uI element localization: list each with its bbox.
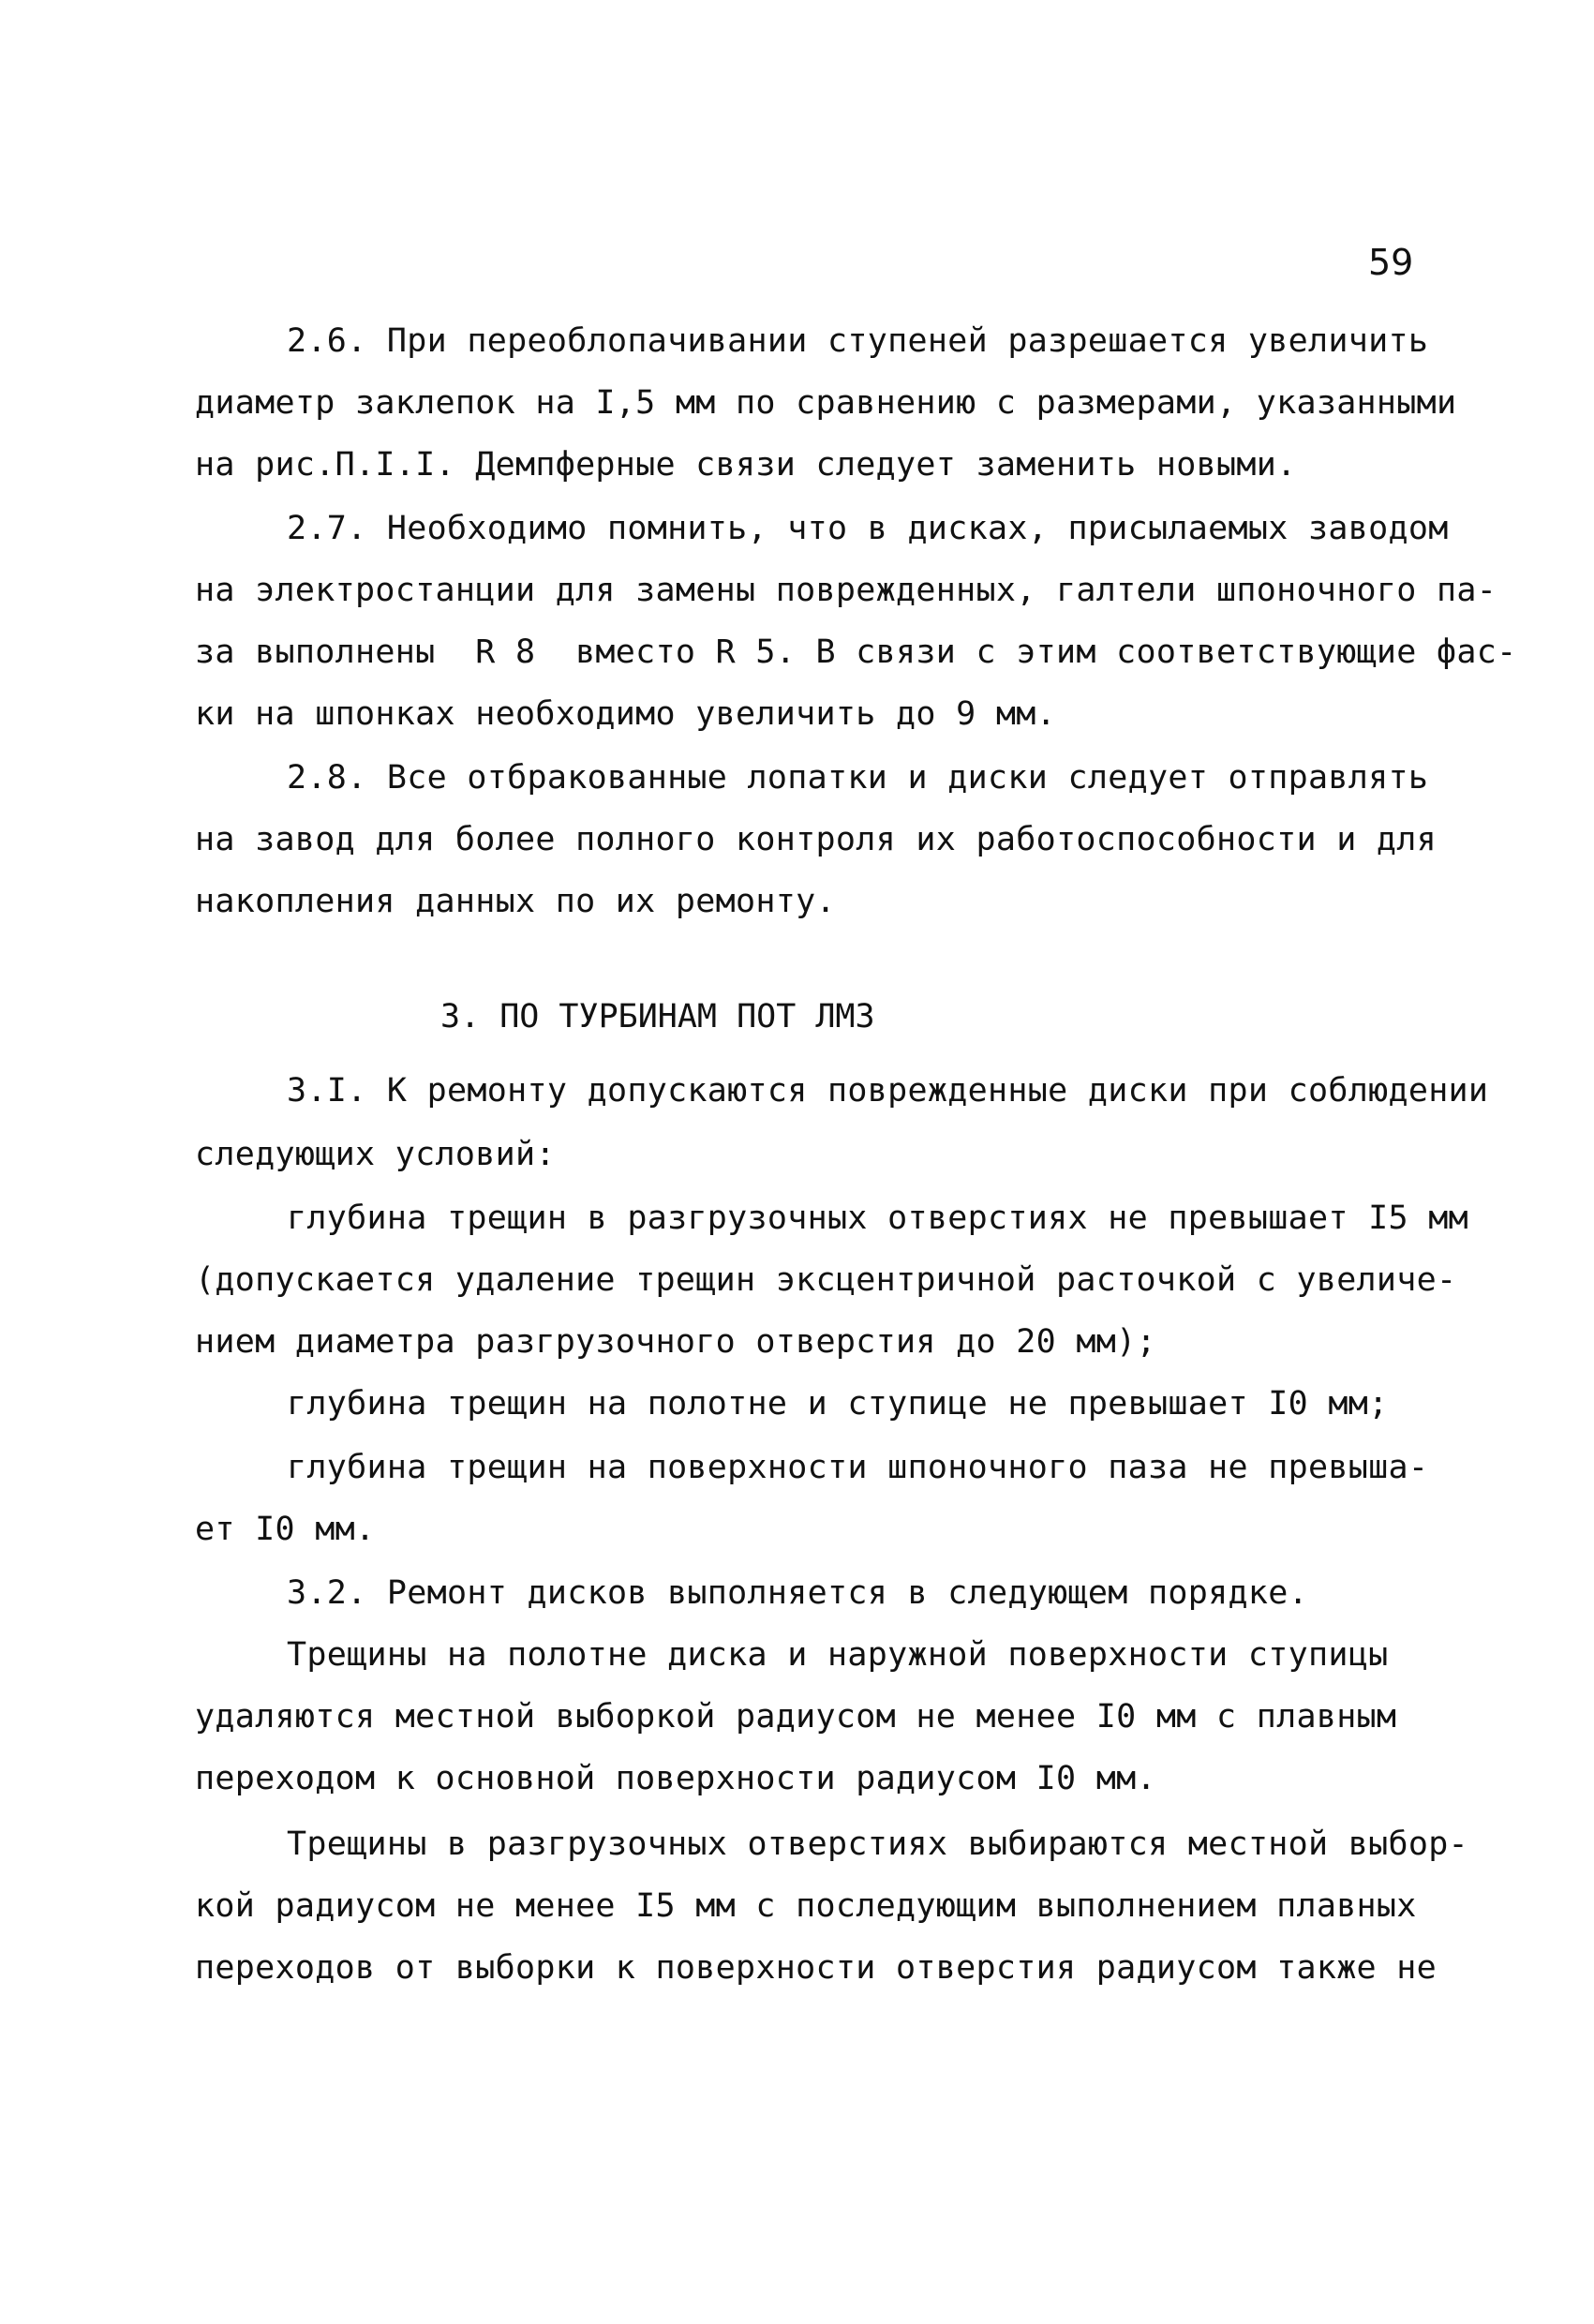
paragraph-3-1-line-2: следующих условий:: [195, 1136, 556, 1173]
section-3-heading: 3. ПО ТУРБИНАМ ПОТ ЛМЗ: [440, 998, 875, 1035]
paragraph-3-2-line-1: 3.2. Ремонт дисков выполняется в следующем порядке.: [287, 1574, 1308, 1612]
paragraph-2-7-line-4: ки на шпонках необходимо увеличить до 9 мм.: [195, 695, 1056, 733]
paragraph-cracks-disk-line-2: удаляются местной выборкой радиусом не менее I0 мм с плавным: [195, 1698, 1397, 1736]
condition-2-line-1: глубина трещин на полотне и ступице не превышает I0 мм;: [287, 1385, 1389, 1423]
paragraph-2-6-line-2: диаметр заклепок на I,5 мм по сравнению с размерами, указанными: [195, 384, 1457, 422]
paragraph-cracks-disk-line-3: переходом к основной поверхности радиусом I0 мм.: [195, 1760, 1156, 1797]
condition-1-line-3: нием диаметра разгрузочного отверстия до 20 мм);: [195, 1323, 1156, 1361]
paragraph-cracks-disk-line-1: Трещины на полотне диска и наружной поверхности ступицы: [287, 1636, 1389, 1674]
paragraph-2-7-line-1: 2.7. Необходимо помнить, что в дисках, присылаемых заводом: [287, 510, 1449, 547]
paragraph-2-8-line-2: на завод для более полного контроля их работоспособности и для: [195, 821, 1438, 858]
paragraph-2-8-line-1: 2.8. Все отбракованные лопатки и диски следует отправлять: [287, 759, 1429, 797]
paragraph-2-7-line-3: за выполнены R 8 вместо R 5. В связи с этим соответствующие фас-: [195, 633, 1517, 671]
condition-3-line-1: глубина трещин на поверхности шпоночного паза не превыша-: [287, 1449, 1429, 1486]
paragraph-2-8-line-3: накопления данных по их ремонту.: [195, 883, 836, 920]
condition-1-line-2: (допускается удаление трещин эксцентричной расточкой с увеличе-: [195, 1261, 1457, 1299]
paragraph-2-6-line-1: 2.6. При переоблопачивании ступеней разрешается увеличить: [287, 322, 1429, 360]
page-number: 59: [1368, 242, 1414, 283]
paragraph-2-7-line-2: на электростанции для замены поврежденных, галтели шпоночного па-: [195, 572, 1497, 609]
paragraph-2-6-line-3: на рис.П.I.I. Демпферные связи следует заменить новыми.: [195, 446, 1297, 484]
paragraph-cracks-holes-line-3: переходов от выборки к поверхности отверстия радиусом также не: [195, 1949, 1438, 1987]
condition-3-line-2: ет I0 мм.: [195, 1511, 376, 1548]
paragraph-cracks-holes-line-2: кой радиусом не менее I5 мм с последующим выполнением плавных: [195, 1887, 1417, 1925]
condition-1-line-1: глубина трещин в разгрузочных отверстиях не превышает I5 мм: [287, 1199, 1468, 1237]
paragraph-cracks-holes-line-1: Трещины в разгрузочных отверстиях выбираются местной выбор-: [287, 1825, 1468, 1863]
paragraph-3-1-line-1: 3.I. К ремонту допускаются поврежденные диски при соблюдении: [287, 1072, 1489, 1110]
